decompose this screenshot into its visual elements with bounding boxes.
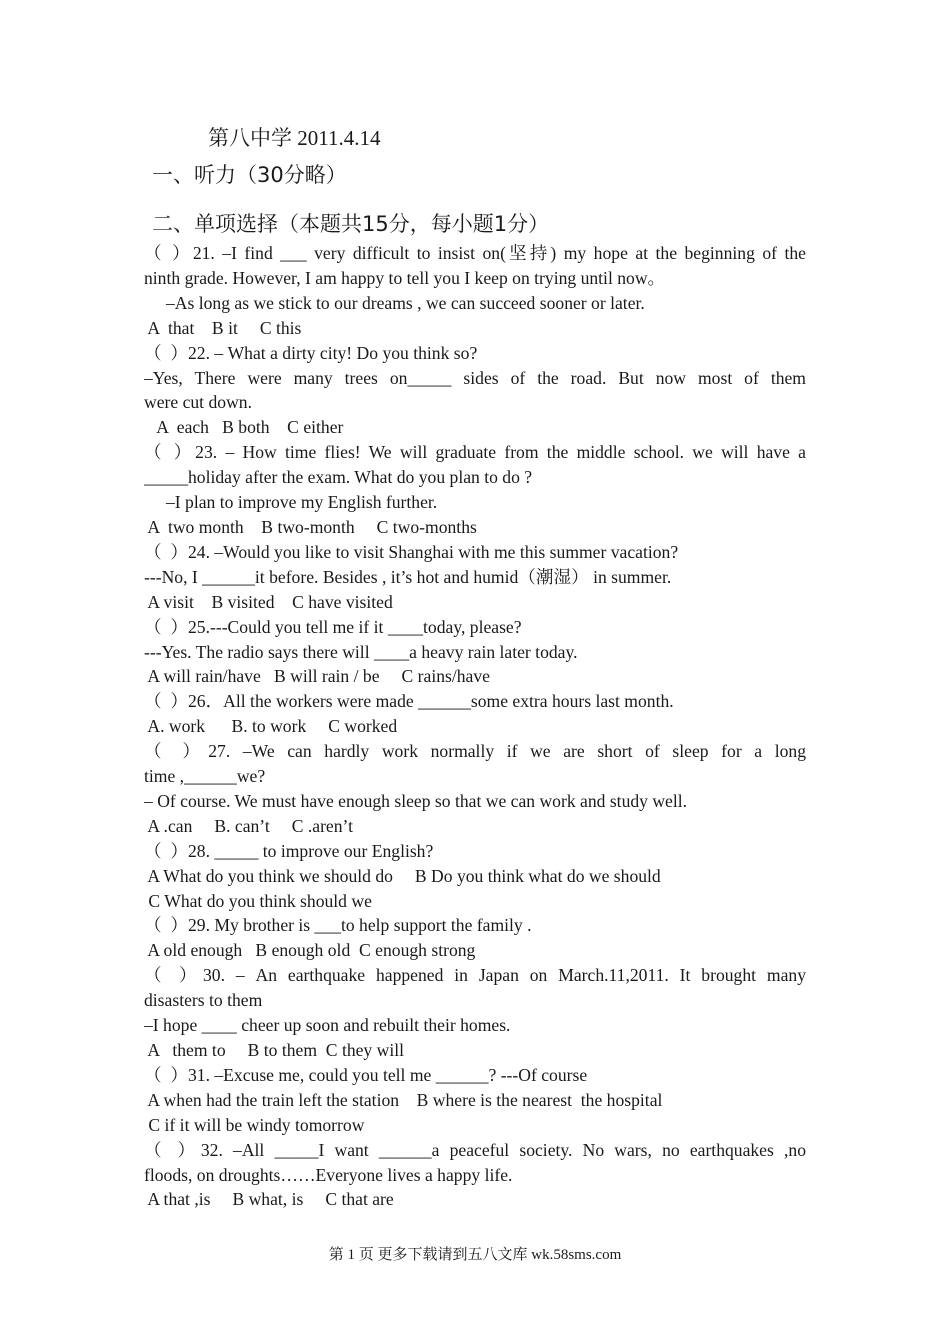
text-line: A .can B. can’t C .aren’t: [144, 815, 353, 836]
text-line: （ ）25.---Could you tell me if it ____today, please?: [144, 616, 522, 637]
text-line: A that B it C this: [144, 317, 302, 338]
text-line: A visit B visited C have visited: [144, 591, 393, 612]
text-line: （ ）32. –All _____I want ______a peaceful society. No wars, no earthquakes ,no: [144, 1139, 806, 1160]
text-line: A them to B to them C they will: [144, 1040, 404, 1060]
text-line: floods, on droughts……Everyone lives a happy life.: [144, 1164, 513, 1185]
text-line: A will rain/have B will rain / be C rains/have: [144, 666, 490, 687]
text-line: （ ）31. –Excuse me, could you tell me ______? ---Of course: [144, 1064, 588, 1085]
text-line: A old enough B enough old C enough strong: [144, 940, 476, 961]
text-line: –I plan to improve my English further.: [144, 492, 438, 513]
text-line: were cut down.: [144, 392, 252, 413]
document-page: [144, 118, 806, 1212]
text-line: （ ）29. My brother is ___to help support the family .: [144, 915, 532, 936]
text-line: –As long as we stick to our dreams , we can succeed sooner or later.: [144, 292, 645, 313]
section-choice-heading: 二、单项选择（本题共15分，每小题1分）: [152, 212, 550, 236]
text-line: C if it will be windy tomorrow: [144, 1114, 365, 1135]
text-line: ninth grade. However, I am happy to tell you I keep on trying until now。: [144, 267, 666, 288]
text-line: A two month B two-month C two-months: [144, 516, 477, 537]
section-listening-heading: 一、听力（30分略）: [152, 163, 347, 187]
question-list: [144, 241, 806, 1212]
text-line: （ ）28. _____ to improve our English?: [144, 840, 434, 861]
text-line: A when had the train left the station B where is the nearest the hospital: [144, 1089, 663, 1110]
text-line: （ ）23. – How time flies! We will graduate from the middle school. we will have a: [144, 442, 806, 463]
text-line: – Of course. We must have enough sleep so that we can work and study well.: [144, 790, 688, 811]
text-line: （ ）26．All the workers were made ______some extra hours last month.: [144, 691, 674, 712]
text-line: A. work B. to work C worked: [144, 716, 398, 737]
text-line: C What do you think should we: [144, 890, 372, 911]
text-line: A each B both C either: [144, 417, 344, 438]
text-line: （ ）21. –I find ___ very difficult to insist on(坚持) my hope at the beginning of the: [144, 243, 806, 263]
text-line: A that ,is B what, is C that are: [144, 1189, 394, 1210]
text-line: A What do you think we should do B Do you think what do we should: [144, 865, 661, 886]
text-line: disasters to them: [144, 990, 263, 1011]
text-line: （ ）30. – An earthquake happened in Japan on March.11,2011. It brought many: [144, 965, 806, 986]
text-line: （ ）24. –Would you like to visit Shanghai with me this summer vacation?: [144, 541, 679, 562]
school-date-heading: 第八中学 2011.4.14: [208, 126, 381, 150]
page-footer: 第 1 页 更多下载请到五八文库 wk.58sms.com: [328, 1247, 622, 1263]
text-line: （ ）22. – What a dirty city! Do you think so?: [144, 342, 478, 363]
text-line: （ ）27. –We can hardly work normally if we are short of sleep for a long: [144, 741, 806, 762]
text-line: –I hope ____ cheer up soon and rebuilt their homes.: [144, 1015, 511, 1036]
text-line: time ,______we?: [144, 766, 266, 787]
text-line: –Yes, There were many trees on_____ sides of the road. But now most of them: [144, 367, 806, 388]
text-line: _____holiday after the exam. What do you plan to do ?: [144, 467, 533, 488]
text-line: ---No, I ______it before. Besides , it’s hot and humid（潮湿） in summer.: [144, 566, 672, 587]
text-line: ---Yes. The radio says there will ____a heavy rain later today.: [144, 641, 578, 662]
